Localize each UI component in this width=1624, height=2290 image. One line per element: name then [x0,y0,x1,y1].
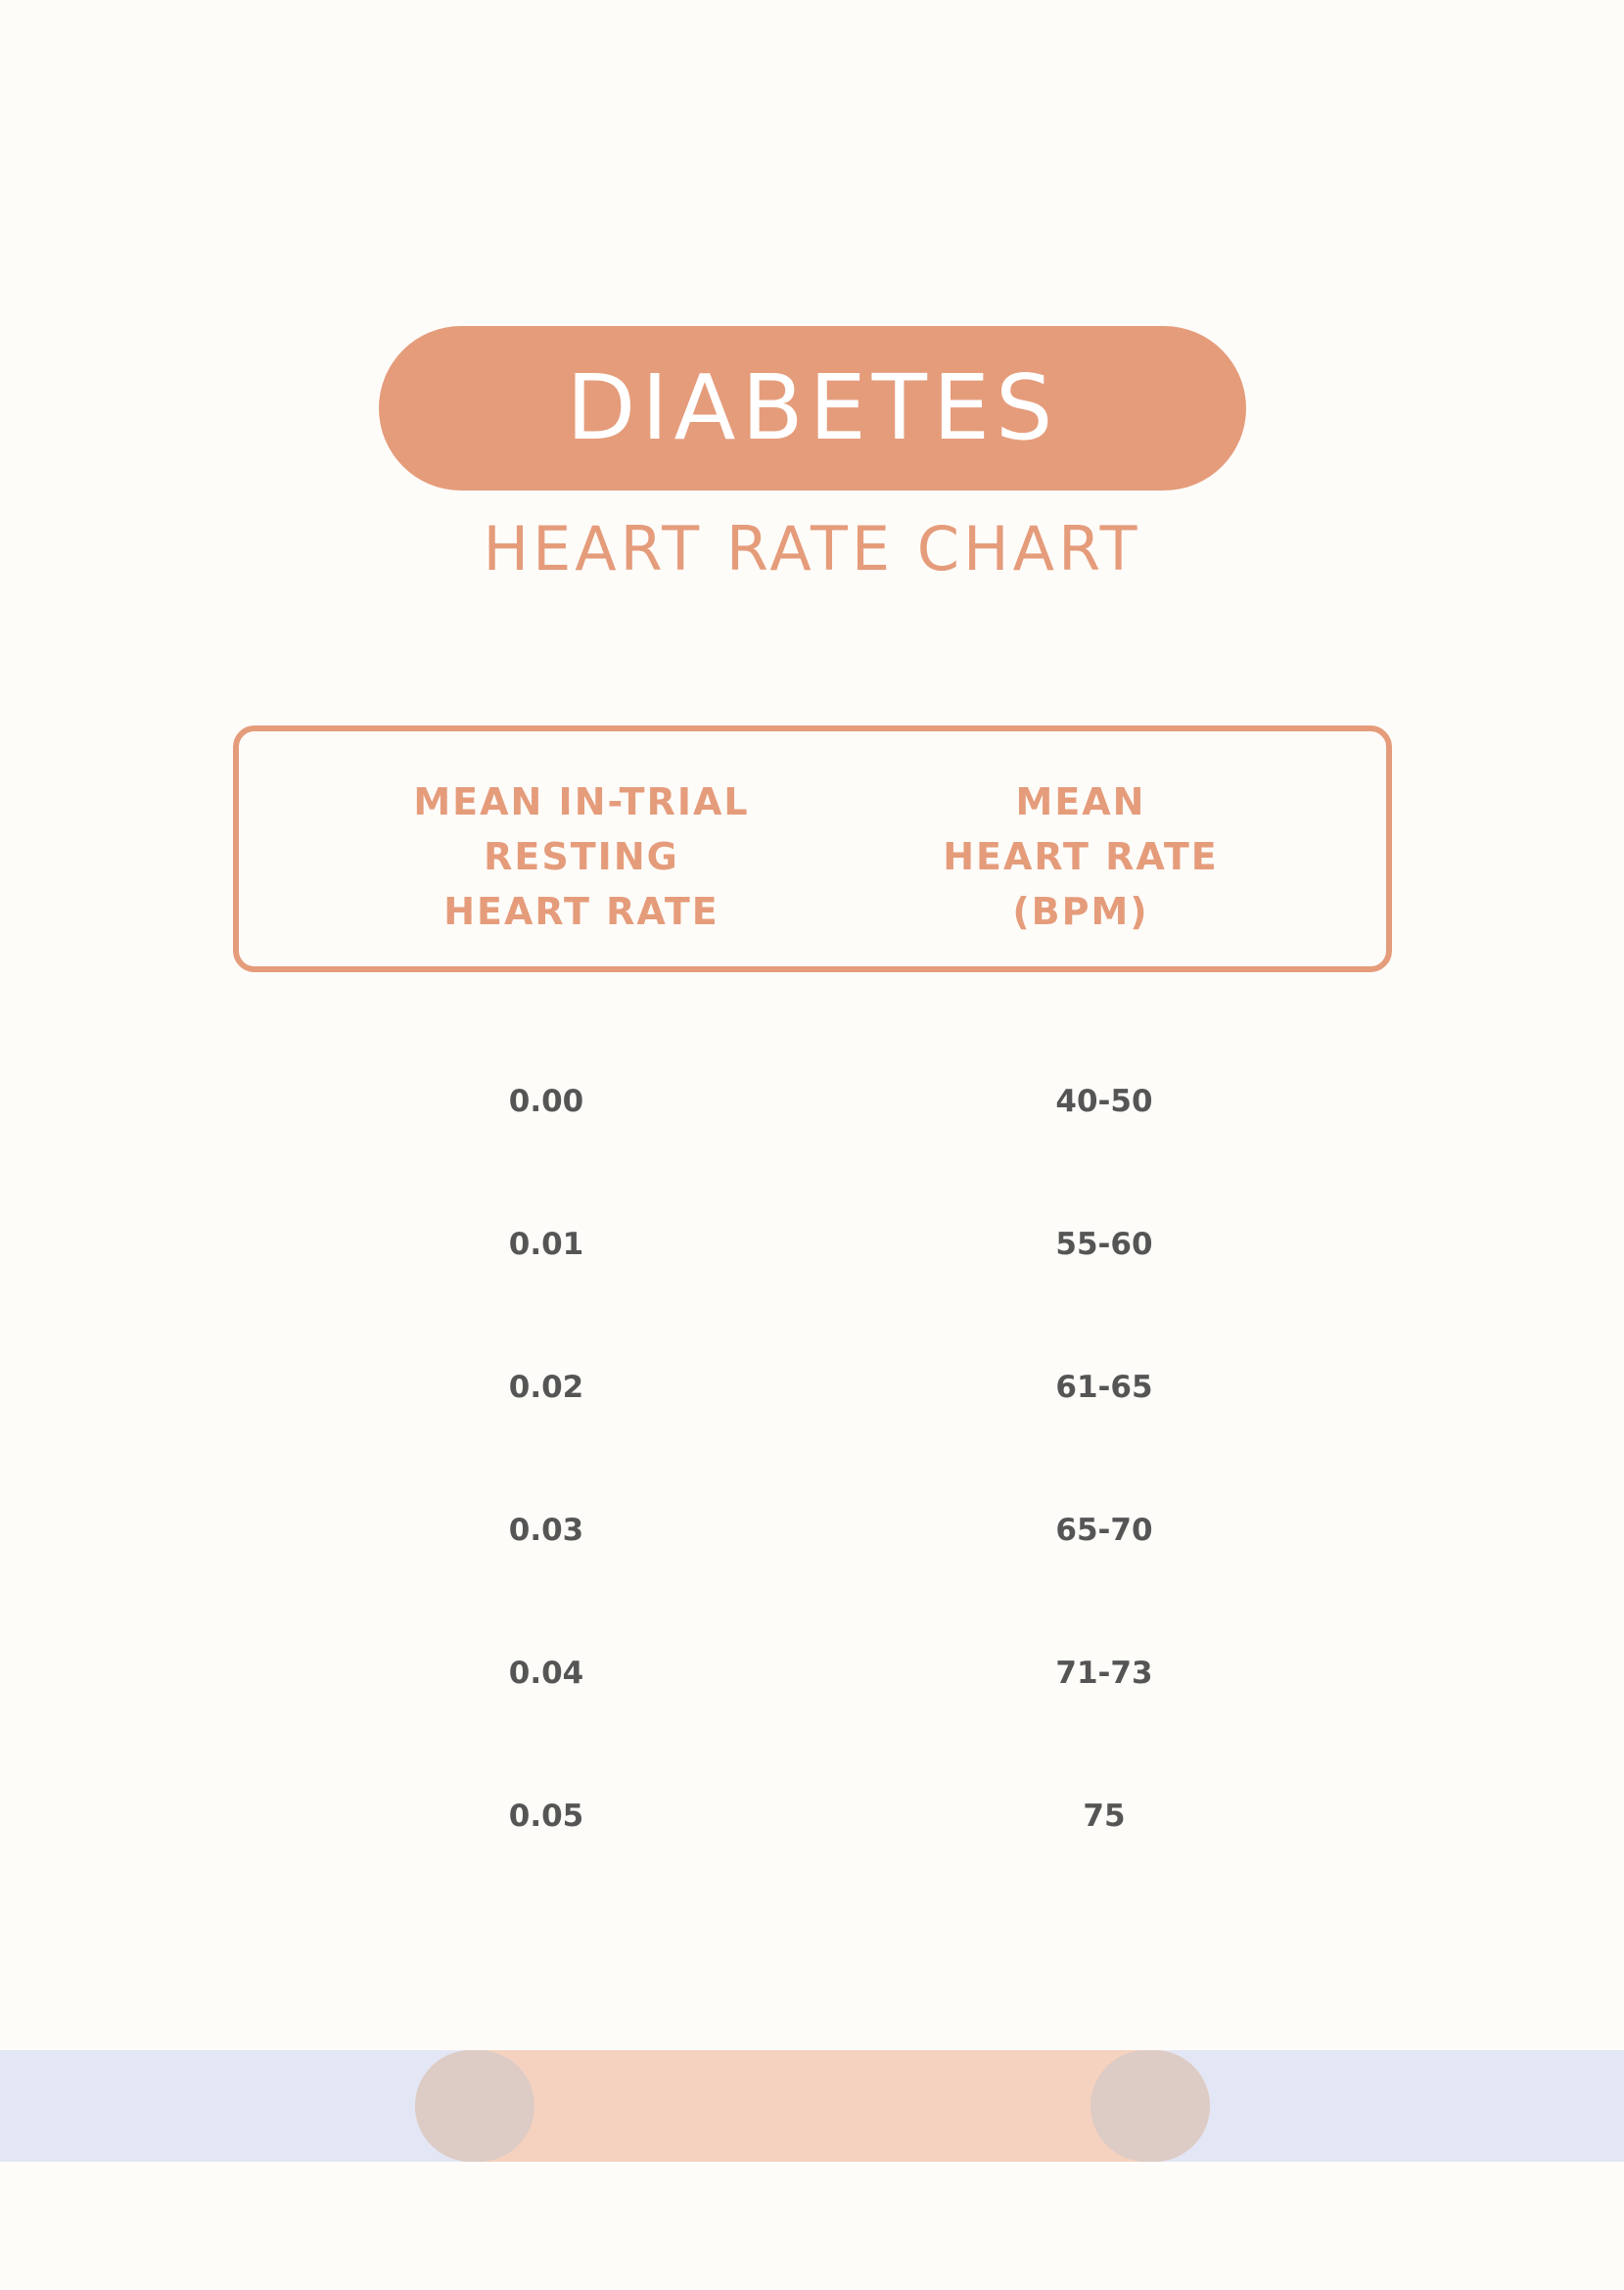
bpm-cell: 75 [1083,1799,1126,1834]
bpm-cell: 40-50 [1055,1084,1153,1119]
bpm-cell: 55-60 [1055,1227,1153,1262]
resting-heart-rate-cell: 0.01 [508,1227,584,1262]
column-header-mean-heart-rate [885,774,1276,939]
resting-heart-rate-cell: 0.04 [508,1656,584,1691]
column-header-resting-heart-rate [356,774,807,939]
resting-heart-rate-cell: 0.05 [508,1799,584,1834]
table-row [0,1353,1624,1496]
bpm-cell: 65-70 [1055,1513,1153,1548]
title-banner [379,326,1246,491]
table-body [0,1067,1624,1925]
column-header-line: MEAN [1015,780,1146,823]
column-header-line: HEART RATE [443,890,719,933]
resting-heart-rate-cell: 0.00 [508,1084,584,1119]
resting-heart-rate-cell: 0.02 [508,1370,584,1405]
column-header-line: RESTING [484,835,679,878]
page-subtitle: HEART RATE CHART [483,513,1141,584]
column-header-line: (BPM) [1012,890,1149,933]
table-header [233,725,1392,972]
table-row [0,1782,1624,1925]
footer-pill-cap-right [1090,2050,1210,2162]
table-row [0,1639,1624,1782]
page-title: DIABETES [566,355,1059,460]
bpm-cell: 61-65 [1055,1370,1153,1405]
bpm-cell: 71-73 [1055,1656,1153,1691]
table-row [0,1496,1624,1639]
footer-pill-cap-left [415,2050,534,2162]
table-row [0,1067,1624,1210]
resting-heart-rate-cell: 0.03 [508,1513,584,1548]
column-header-line: MEAN IN-TRIAL [413,780,750,823]
table-row [0,1210,1624,1353]
column-header-line: HEART RATE [943,835,1219,878]
